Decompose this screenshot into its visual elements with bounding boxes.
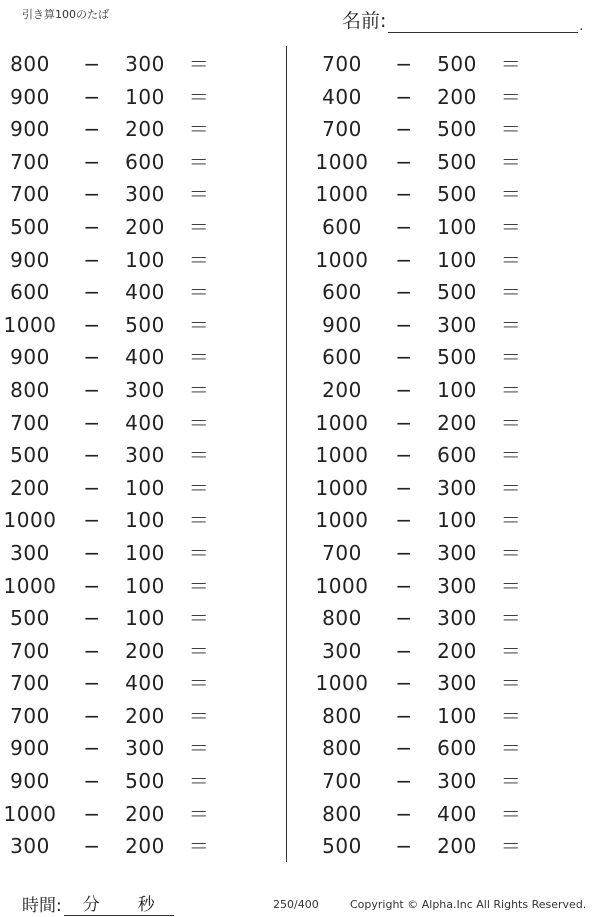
equals-sign: ＝	[188, 475, 210, 500]
subtrahend: 300	[125, 443, 165, 468]
minus-sign: −	[83, 508, 101, 533]
problem-row	[312, 48, 592, 81]
problem-row	[312, 798, 592, 831]
problem-row	[0, 602, 280, 635]
worksheet-title: 引き算100のたば	[22, 8, 109, 21]
problem-row	[312, 667, 592, 700]
equals-sign: ＝	[500, 834, 522, 859]
subtrahend: 300	[437, 475, 477, 500]
subtrahend: 100	[437, 247, 477, 272]
minus-sign: −	[395, 84, 413, 109]
subtrahend: 100	[437, 508, 477, 533]
problem-column-left	[0, 48, 280, 863]
problem-row	[0, 765, 280, 798]
minus-sign: −	[83, 280, 101, 305]
subtrahend: 100	[125, 508, 165, 533]
subtrahend: 300	[437, 769, 477, 794]
minuend: 1000	[315, 475, 369, 500]
problem-row	[0, 211, 280, 244]
minus-sign: −	[83, 703, 101, 728]
minuend: 1000	[315, 573, 369, 598]
subtrahend: 600	[437, 443, 477, 468]
equals-sign: ＝	[188, 736, 210, 761]
equals-sign: ＝	[500, 475, 522, 500]
minuend: 700	[10, 410, 50, 435]
minuend: 700	[10, 671, 50, 696]
subtrahend: 100	[125, 84, 165, 109]
minus-sign: −	[83, 52, 101, 76]
minus-sign: −	[83, 573, 101, 598]
equals-sign: ＝	[500, 769, 522, 794]
equals-sign: ＝	[500, 117, 522, 142]
problem-column-right	[312, 48, 592, 863]
equals-sign: ＝	[500, 410, 522, 435]
subtrahend: 200	[437, 84, 477, 109]
time-field	[22, 890, 174, 916]
equals-sign: ＝	[188, 410, 210, 435]
minuend: 300	[10, 540, 50, 565]
subtrahend: 400	[125, 410, 165, 435]
minuend: 300	[322, 638, 362, 663]
problem-row	[312, 211, 592, 244]
equals-sign: ＝	[188, 443, 210, 468]
equals-sign: ＝	[188, 540, 210, 565]
equals-sign: ＝	[188, 84, 210, 109]
subtrahend: 100	[437, 703, 477, 728]
equals-sign: ＝	[500, 84, 522, 109]
minus-sign: −	[395, 834, 413, 859]
minus-sign: −	[83, 540, 101, 565]
minus-sign: −	[83, 443, 101, 468]
minuend: 700	[322, 540, 362, 565]
minus-sign: −	[83, 801, 101, 826]
subtrahend: 300	[437, 606, 477, 631]
equals-sign: ＝	[188, 377, 210, 402]
minus-sign: −	[395, 247, 413, 272]
minuend: 800	[322, 801, 362, 826]
problem-row	[0, 635, 280, 668]
minuend: 1000	[3, 801, 57, 826]
minus-sign: −	[395, 52, 413, 76]
minuend: 700	[322, 769, 362, 794]
subtrahend: 100	[125, 540, 165, 565]
minus-sign: −	[83, 736, 101, 761]
minus-sign: −	[395, 801, 413, 826]
problem-row	[0, 667, 280, 700]
minus-sign: −	[395, 182, 413, 207]
problem-row	[0, 341, 280, 374]
subtrahend: 600	[437, 736, 477, 761]
problem-row	[312, 309, 592, 342]
minuend: 900	[10, 84, 50, 109]
problem-row	[0, 81, 280, 114]
minus-sign: −	[395, 769, 413, 794]
minuend: 1000	[315, 410, 369, 435]
problem-row	[0, 700, 280, 733]
equals-sign: ＝	[500, 214, 522, 239]
subtrahend: 200	[125, 834, 165, 859]
minus-sign: −	[83, 214, 101, 239]
subtrahend: 100	[437, 377, 477, 402]
equals-sign: ＝	[500, 638, 522, 663]
subtrahend: 200	[125, 703, 165, 728]
minus-sign: −	[83, 345, 101, 370]
minuend: 600	[322, 280, 362, 305]
minuend: 600	[322, 345, 362, 370]
subtrahend: 300	[437, 540, 477, 565]
equals-sign: ＝	[188, 182, 210, 207]
problem-row	[312, 244, 592, 277]
problem-row	[0, 407, 280, 440]
problem-row	[0, 48, 280, 81]
equals-sign: ＝	[188, 671, 210, 696]
equals-sign: ＝	[188, 214, 210, 239]
equals-sign: ＝	[188, 834, 210, 859]
minus-sign: −	[395, 736, 413, 761]
minus-sign: −	[83, 638, 101, 663]
subtrahend: 300	[125, 377, 165, 402]
equals-sign: ＝	[500, 443, 522, 468]
subtrahend: 100	[125, 247, 165, 272]
problem-row	[0, 178, 280, 211]
minuend: 800	[322, 606, 362, 631]
equals-sign: ＝	[188, 606, 210, 631]
problem-row	[0, 830, 280, 863]
minuend: 1000	[315, 247, 369, 272]
subtrahend: 200	[437, 410, 477, 435]
seconds-label: 秒	[137, 895, 155, 915]
minuend: 1000	[3, 312, 57, 337]
subtrahend: 400	[125, 671, 165, 696]
minus-sign: −	[395, 345, 413, 370]
equals-sign: ＝	[500, 52, 522, 76]
equals-sign: ＝	[500, 312, 522, 337]
minus-sign: −	[83, 149, 101, 174]
equals-sign: ＝	[188, 52, 210, 76]
time-blank[interactable]	[64, 890, 174, 916]
minus-sign: −	[83, 247, 101, 272]
minuend: 1000	[315, 508, 369, 533]
name-label: 名前:	[342, 10, 387, 32]
subtrahend: 600	[125, 149, 165, 174]
problem-row	[0, 244, 280, 277]
minus-sign: −	[395, 606, 413, 631]
subtrahend: 500	[125, 312, 165, 337]
minuend: 400	[322, 84, 362, 109]
problem-row	[0, 537, 280, 570]
minus-sign: −	[395, 573, 413, 598]
minuend: 1000	[315, 149, 369, 174]
subtrahend: 200	[125, 117, 165, 142]
problem-row	[0, 374, 280, 407]
equals-sign: ＝	[500, 703, 522, 728]
minuend: 600	[322, 214, 362, 239]
subtrahend: 100	[125, 606, 165, 631]
minuend: 500	[10, 606, 50, 631]
problem-row	[312, 635, 592, 668]
minus-sign: −	[83, 671, 101, 696]
minus-sign: −	[395, 671, 413, 696]
equals-sign: ＝	[500, 606, 522, 631]
minus-sign: −	[395, 638, 413, 663]
minuend: 500	[10, 443, 50, 468]
minuend: 1000	[315, 443, 369, 468]
minuend: 900	[10, 345, 50, 370]
minuend: 300	[10, 834, 50, 859]
page-number: 250/400	[273, 898, 319, 911]
equals-sign: ＝	[188, 508, 210, 533]
minus-sign: −	[395, 410, 413, 435]
minuend: 700	[10, 703, 50, 728]
minuend: 900	[10, 769, 50, 794]
problem-row	[312, 146, 592, 179]
minuend: 800	[10, 52, 50, 76]
subtrahend: 300	[437, 573, 477, 598]
minus-sign: −	[83, 769, 101, 794]
minuend: 900	[10, 117, 50, 142]
subtrahend: 200	[125, 638, 165, 663]
subtrahend: 100	[125, 573, 165, 598]
minuend: 500	[10, 214, 50, 239]
minus-sign: −	[395, 280, 413, 305]
minus-sign: −	[395, 540, 413, 565]
problem-row	[0, 146, 280, 179]
problem-row	[312, 602, 592, 635]
equals-sign: ＝	[188, 247, 210, 272]
minuend: 1000	[3, 508, 57, 533]
subtrahend: 100	[125, 475, 165, 500]
equals-sign: ＝	[500, 573, 522, 598]
minus-sign: −	[395, 214, 413, 239]
copyright-notice: Copyright © Alpha.Inc All Rights Reserved.	[350, 898, 587, 911]
problem-row	[0, 798, 280, 831]
minus-sign: −	[83, 475, 101, 500]
minus-sign: −	[395, 443, 413, 468]
problem-row	[312, 830, 592, 863]
problem-row	[312, 570, 592, 603]
subtrahend: 500	[437, 52, 477, 76]
problem-row	[0, 570, 280, 603]
minus-sign: −	[83, 84, 101, 109]
problem-row	[312, 472, 592, 505]
subtrahend: 300	[437, 312, 477, 337]
subtrahend: 200	[125, 214, 165, 239]
subtrahend: 400	[437, 801, 477, 826]
subtrahend: 300	[437, 671, 477, 696]
minuend: 900	[10, 736, 50, 761]
equals-sign: ＝	[500, 280, 522, 305]
minus-sign: −	[395, 475, 413, 500]
minus-sign: −	[395, 117, 413, 142]
minuend: 800	[322, 736, 362, 761]
problem-row	[312, 341, 592, 374]
equals-sign: ＝	[500, 540, 522, 565]
problem-row	[0, 504, 280, 537]
problem-row	[312, 732, 592, 765]
name-field	[342, 6, 583, 33]
minus-sign: −	[83, 606, 101, 631]
subtrahend: 400	[125, 280, 165, 305]
problem-row	[312, 178, 592, 211]
subtrahend: 500	[437, 149, 477, 174]
minuend: 500	[322, 834, 362, 859]
equals-sign: ＝	[188, 801, 210, 826]
minuend: 700	[322, 52, 362, 76]
equals-sign: ＝	[500, 345, 522, 370]
name-end-mark: .	[579, 19, 584, 33]
minuend: 700	[10, 149, 50, 174]
subtrahend: 500	[437, 182, 477, 207]
time-label: 時間:	[22, 896, 62, 916]
minuend: 700	[10, 182, 50, 207]
minuend: 1000	[315, 182, 369, 207]
equals-sign: ＝	[188, 117, 210, 142]
equals-sign: ＝	[188, 345, 210, 370]
subtrahend: 400	[125, 345, 165, 370]
problem-row	[312, 439, 592, 472]
equals-sign: ＝	[188, 638, 210, 663]
subtrahend: 500	[125, 769, 165, 794]
equals-sign: ＝	[500, 377, 522, 402]
minuend: 800	[322, 703, 362, 728]
minuend: 900	[322, 312, 362, 337]
problem-row	[0, 309, 280, 342]
minuend: 200	[10, 475, 50, 500]
subtrahend: 300	[125, 52, 165, 76]
minus-sign: −	[395, 377, 413, 402]
minuend: 1000	[3, 573, 57, 598]
minuend: 200	[322, 377, 362, 402]
minus-sign: −	[395, 508, 413, 533]
minuend: 700	[322, 117, 362, 142]
problem-row	[312, 700, 592, 733]
minuend: 600	[10, 280, 50, 305]
name-blank[interactable]	[388, 12, 578, 33]
subtrahend: 500	[437, 345, 477, 370]
subtrahend: 500	[437, 280, 477, 305]
subtrahend: 200	[437, 834, 477, 859]
problem-row	[0, 732, 280, 765]
equals-sign: ＝	[500, 508, 522, 533]
minus-sign: −	[395, 149, 413, 174]
minus-sign: −	[395, 312, 413, 337]
minus-sign: −	[83, 410, 101, 435]
problem-row	[312, 276, 592, 309]
problem-row	[312, 81, 592, 114]
subtrahend: 500	[437, 117, 477, 142]
minus-sign: −	[83, 834, 101, 859]
equals-sign: ＝	[188, 703, 210, 728]
equals-sign: ＝	[500, 671, 522, 696]
minus-sign: −	[83, 377, 101, 402]
minus-sign: −	[83, 182, 101, 207]
minus-sign: −	[83, 312, 101, 337]
problem-row	[312, 504, 592, 537]
problem-row	[312, 407, 592, 440]
subtrahend: 100	[437, 214, 477, 239]
equals-sign: ＝	[500, 182, 522, 207]
subtrahend: 300	[125, 182, 165, 207]
equals-sign: ＝	[188, 769, 210, 794]
minuend: 700	[10, 638, 50, 663]
problem-row	[312, 765, 592, 798]
subtrahend: 200	[125, 801, 165, 826]
problem-row	[312, 374, 592, 407]
subtrahend: 200	[437, 638, 477, 663]
minutes-label: 分	[82, 895, 100, 915]
equals-sign: ＝	[500, 247, 522, 272]
subtrahend: 300	[125, 736, 165, 761]
equals-sign: ＝	[188, 149, 210, 174]
problem-row	[312, 537, 592, 570]
minus-sign: −	[83, 117, 101, 142]
equals-sign: ＝	[188, 573, 210, 598]
minuend: 900	[10, 247, 50, 272]
equals-sign: ＝	[500, 801, 522, 826]
problem-row	[0, 276, 280, 309]
equals-sign: ＝	[500, 736, 522, 761]
problem-row	[0, 113, 280, 146]
minuend: 1000	[315, 671, 369, 696]
problem-row	[312, 113, 592, 146]
problem-row	[0, 439, 280, 472]
column-divider	[286, 46, 287, 862]
minuend: 800	[10, 377, 50, 402]
problem-row	[0, 472, 280, 505]
equals-sign: ＝	[188, 280, 210, 305]
equals-sign: ＝	[500, 149, 522, 174]
minus-sign: −	[395, 703, 413, 728]
equals-sign: ＝	[188, 312, 210, 337]
